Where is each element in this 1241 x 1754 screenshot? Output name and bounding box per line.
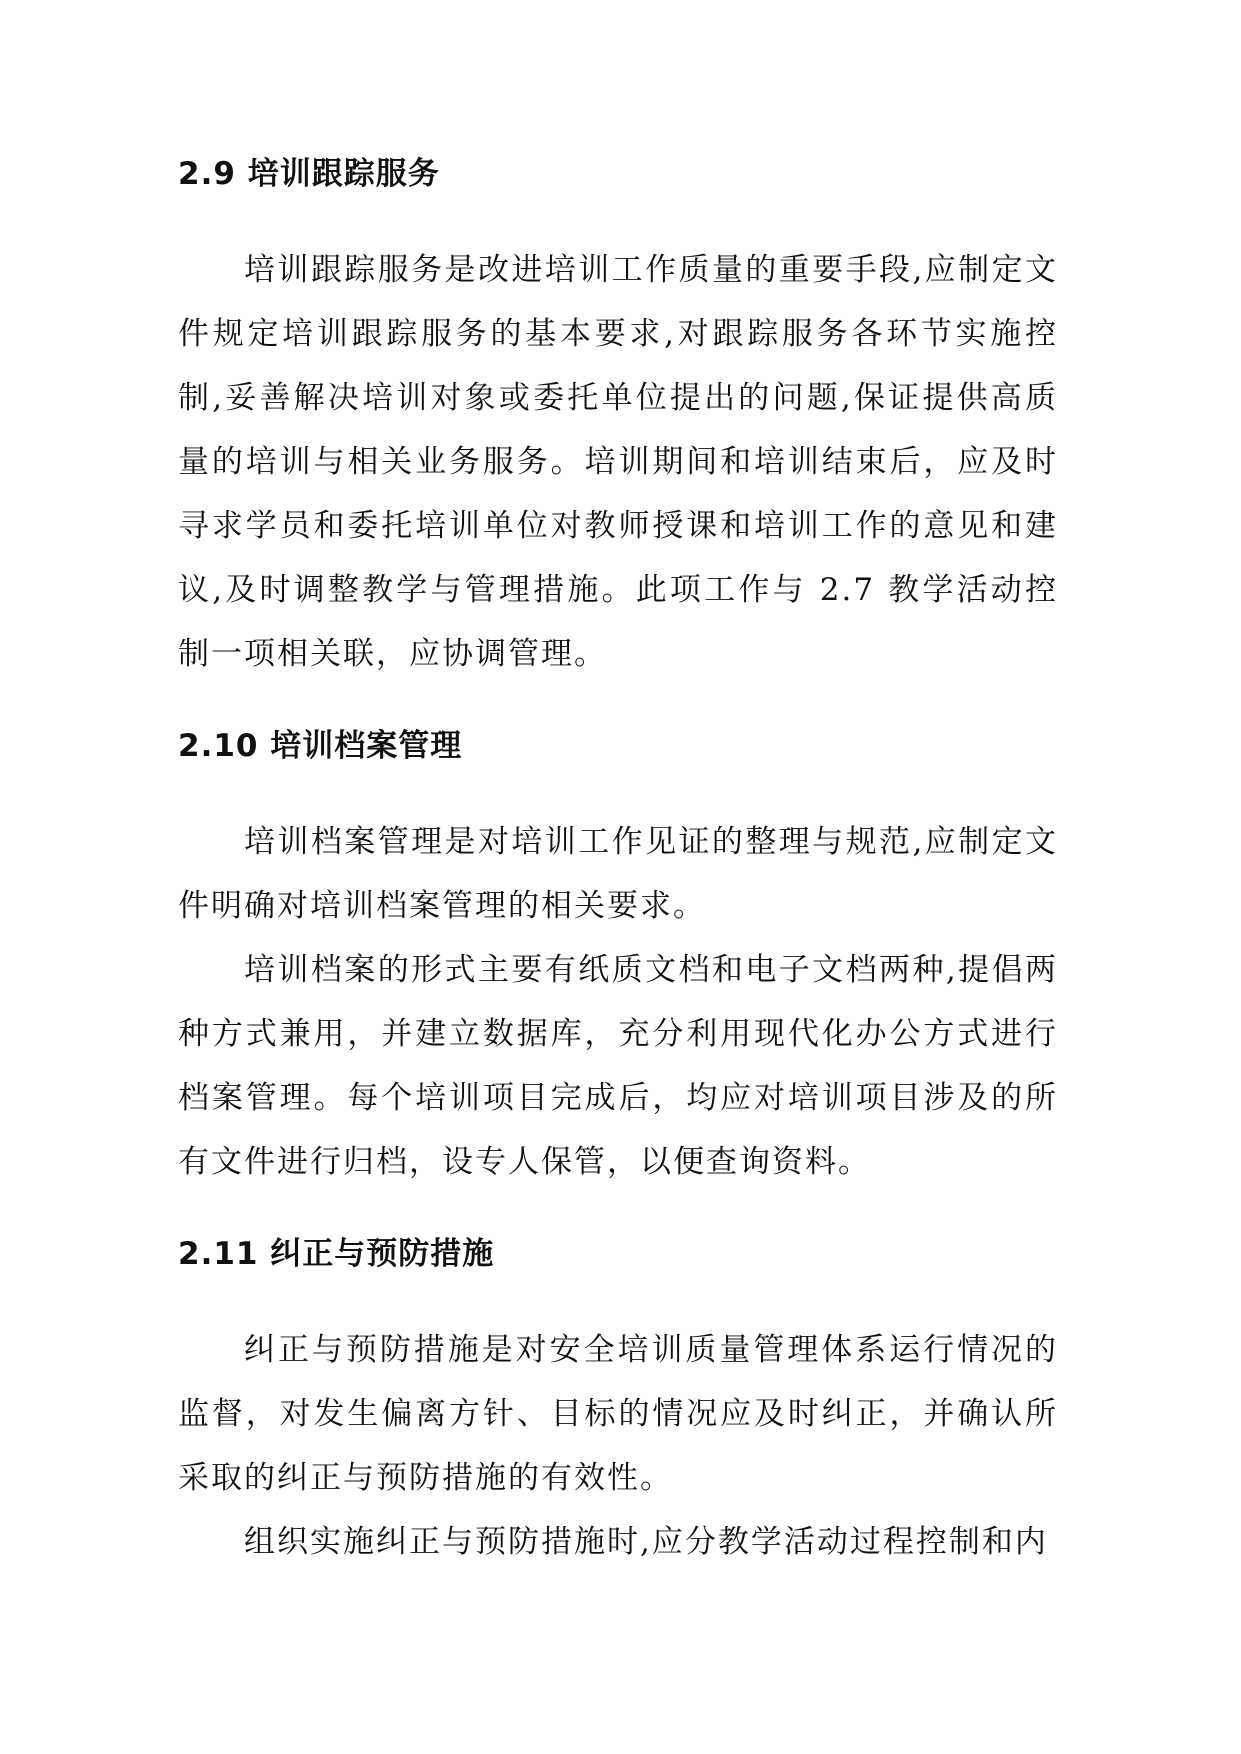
section-paragraph: 培训跟踪服务是改进培训工作质量的重要手段,应制定文件规定培训跟踪服务的基本要求,对跟踪服务各环节实施控制,妥善解决培训对象或委托单位提出的问题,保证提供高质量的培训与相关业务服务。培训期间和培训结束后，应及时寻求学员和委托培训单位对教师授课和培训工作的意见和建议,及时调整教学与管理措施。此项工作与 2.7 教学活动控制一项相关联，应协调管理。 [178,252,1058,672]
section-heading: 2.9 培训跟踪服务 [178,156,440,192]
section-paragraph: 纠正与预防措施是对安全培训质量管理体系运行情况的监督，对发生偏离方针、目标的情况应及时纠正，并确认所采取的纠正与预防措施的有效性。 [178,1332,1058,1496]
section-training-follow-up [178,154,1058,686]
section-corrective-preventive [178,1234,1058,1574]
section-heading: 2.11 纠正与预防措施 [178,1236,495,1272]
document-body [178,154,1058,1574]
section-paragraph: 组织实施纠正与预防措施时,应分教学活动过程控制和内 [244,1524,1048,1560]
section-training-archives [178,726,1058,1194]
section-heading: 2.10 培训档案管理 [178,728,463,764]
section-paragraph: 培训档案管理是对培训工作见证的整理与规范,应制定文件明确对培训档案管理的相关要求。 [178,824,1058,924]
section-paragraph: 培训档案的形式主要有纸质文档和电子文档两种,提倡两种方式兼用，并建立数据库，充分利用现代化办公方式进行档案管理。每个培训项目完成后，均应对培训项目涉及的所有文件进行归档，设专人保管，以便查询资料。 [178,952,1058,1180]
